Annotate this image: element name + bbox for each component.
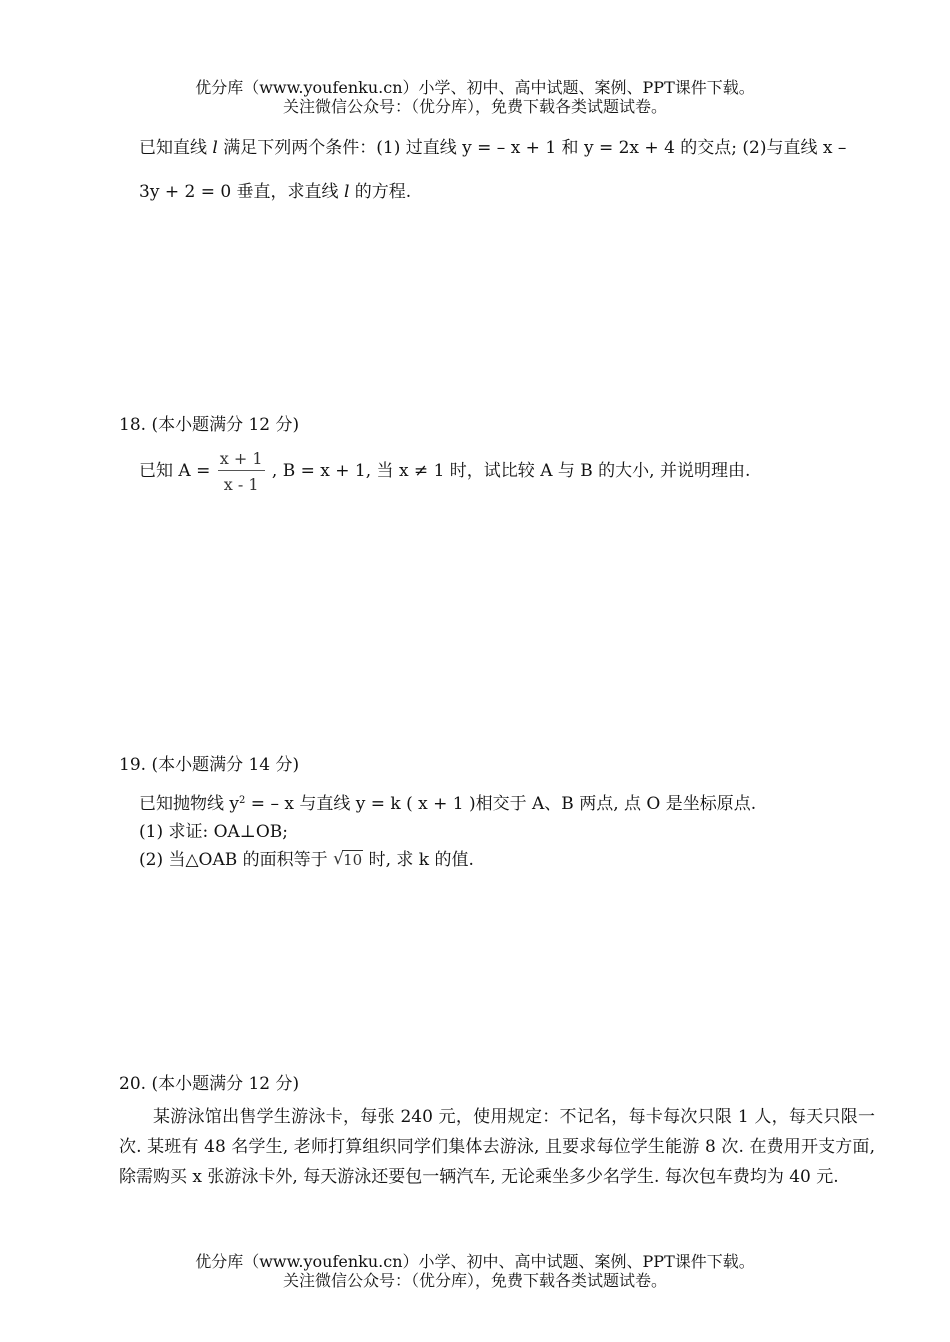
q19-text: = – x 与直线 y = k ( x + 1 )相交于 A、B 两点, 点 O 是坐标原点. bbox=[245, 794, 757, 814]
q20-paragraph: 某游泳馆出售学生游泳卡，每张 240 元，使用规定：不记名，每卡每次只限 1 人，每天只限一次. 某班有 48 名学生, 老师打算组织同学们集体去游泳, 且要求每位学生能游 8 次. 在费用开支方面, 除需购买 x 张游泳卡外, 每天游泳还要包一辆汽车, 无论乘坐多少名学生. 每次包车费均为 40 元. bbox=[119, 1107, 875, 1187]
q19-text: (2) 当△OAB 的面积等于 bbox=[139, 850, 334, 870]
q17-var-l: l bbox=[212, 138, 218, 158]
q17-text: 满足下列两个条件：(1) 过直线 y = – x + 1 和 y = 2x + 4 的交点; (2)与直线 x – bbox=[217, 138, 847, 158]
q18-text: , B = x + 1, 当 x ≠ 1 时，试比较 A 与 B 的大小, 并说明理由. bbox=[266, 461, 751, 481]
header-line-1: 优分库（www.youfenku.cn）小学、初中、高中试题、案例、PPT课件下载。 bbox=[195, 78, 755, 97]
q19-text: 时, 求 k 的值. bbox=[363, 850, 474, 870]
page-footer bbox=[0, 1252, 950, 1290]
q17-text: 已知直线 bbox=[139, 138, 213, 158]
q19-line-1 bbox=[139, 789, 756, 814]
footer-line-2: 关注微信公众号：（优分库），免费下载各类试题试卷。 bbox=[282, 1271, 667, 1290]
q17-text: 的方程. bbox=[349, 182, 412, 202]
header-line-2: 关注微信公众号：（优分库），免费下载各类试题试卷。 bbox=[282, 97, 667, 116]
q17-text: 3y + 2 = 0 垂直，求直线 bbox=[139, 182, 344, 202]
sqrt-expression bbox=[333, 851, 363, 869]
q17-line-2 bbox=[139, 177, 411, 202]
q18-title: 18. (本小题满分 12 分) bbox=[119, 415, 300, 435]
q18-text: 已知 A = bbox=[139, 461, 216, 481]
q19-line-3 bbox=[139, 845, 474, 870]
q17-line-1 bbox=[139, 133, 846, 158]
footer-line-1: 优分库（www.youfenku.cn）小学、初中、高中试题、案例、PPT课件下载。 bbox=[195, 1252, 755, 1271]
page-header bbox=[0, 78, 950, 116]
q20-title: 20. (本小题满分 12 分) bbox=[119, 1074, 300, 1094]
fraction-denominator: x - 1 bbox=[223, 475, 259, 494]
q19-title: 19. (本小题满分 14 分) bbox=[119, 755, 300, 775]
q19-line-2: (1) 求证: OA⊥OB; bbox=[139, 822, 288, 842]
q19-superscript: 2 bbox=[239, 795, 246, 806]
fraction-numerator: x + 1 bbox=[218, 449, 265, 471]
q18-fraction bbox=[218, 449, 265, 494]
q17-var-l: l bbox=[343, 182, 350, 202]
radical-sign-icon: √ bbox=[333, 849, 344, 869]
q19-text: 已知抛物线 y bbox=[139, 794, 240, 814]
q18-statement bbox=[139, 449, 750, 494]
sqrt-radicand: 10 bbox=[343, 851, 363, 869]
